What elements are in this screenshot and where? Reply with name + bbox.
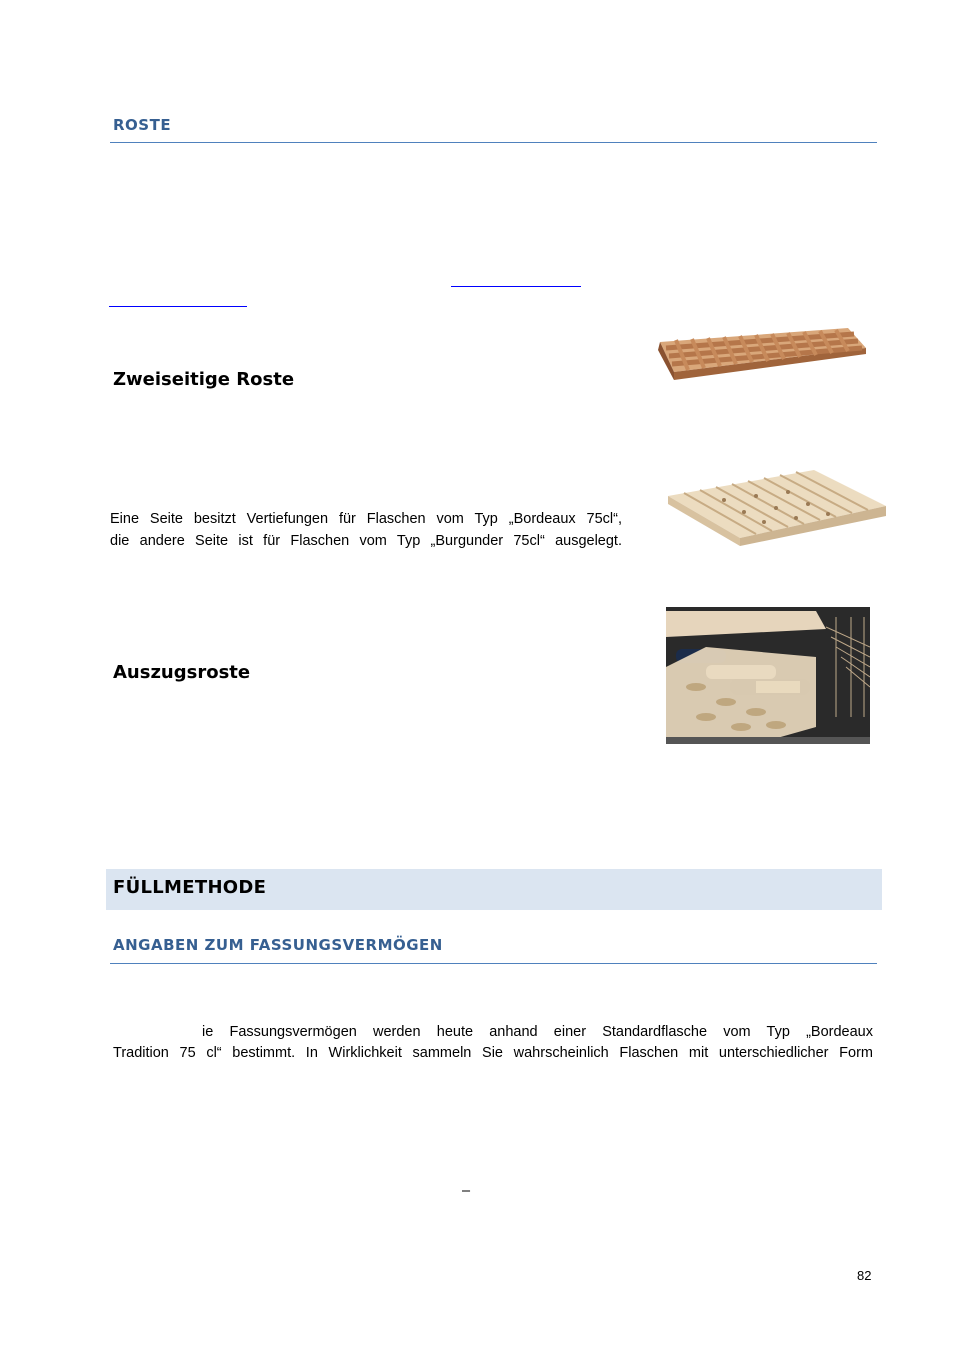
dash-glyph: – <box>462 1183 471 1199</box>
section-title-fassungsvermoegen: ANGABEN ZUM FASSUNGSVERMÖGEN <box>113 936 443 954</box>
paragraph-line: ie Fassungsvermögen werden heute anhand einer Standardflasche vom Typ „Bordeaux <box>202 1024 873 1040</box>
section-rule <box>110 963 877 964</box>
section-title-roste: ROSTE <box>113 116 172 134</box>
subheading-zweiseitige-roste: Zweiseitige Roste <box>113 369 295 390</box>
wooden-rack-image <box>652 314 870 384</box>
hyperlink-underline[interactable] <box>109 306 247 307</box>
section-rule <box>110 142 877 143</box>
chapter-title-fuellmethode: FÜLLMETHODE <box>113 877 267 898</box>
paragraph-line: die andere Seite ist für Flaschen vom Typ „Burgunder 75cl“ ausgelegt. <box>110 533 622 549</box>
pullout-rack-photo <box>666 607 870 744</box>
page-number: 82 <box>857 1268 872 1283</box>
subheading-auszugsroste: Auszugsroste <box>113 662 251 683</box>
paragraph-line: Eine Seite besitzt Vertiefungen für Flaschen vom Typ „Bordeaux 75cl“, <box>110 511 622 527</box>
hyperlink-underline[interactable] <box>451 286 581 287</box>
paragraph-line: Tradition 75 cl“ bestimmt. In Wirklichkeit sammeln Sie wahrscheinlich Flaschen mit unterschiedlicher Form <box>113 1045 873 1061</box>
two-sided-rack-image <box>664 460 888 546</box>
